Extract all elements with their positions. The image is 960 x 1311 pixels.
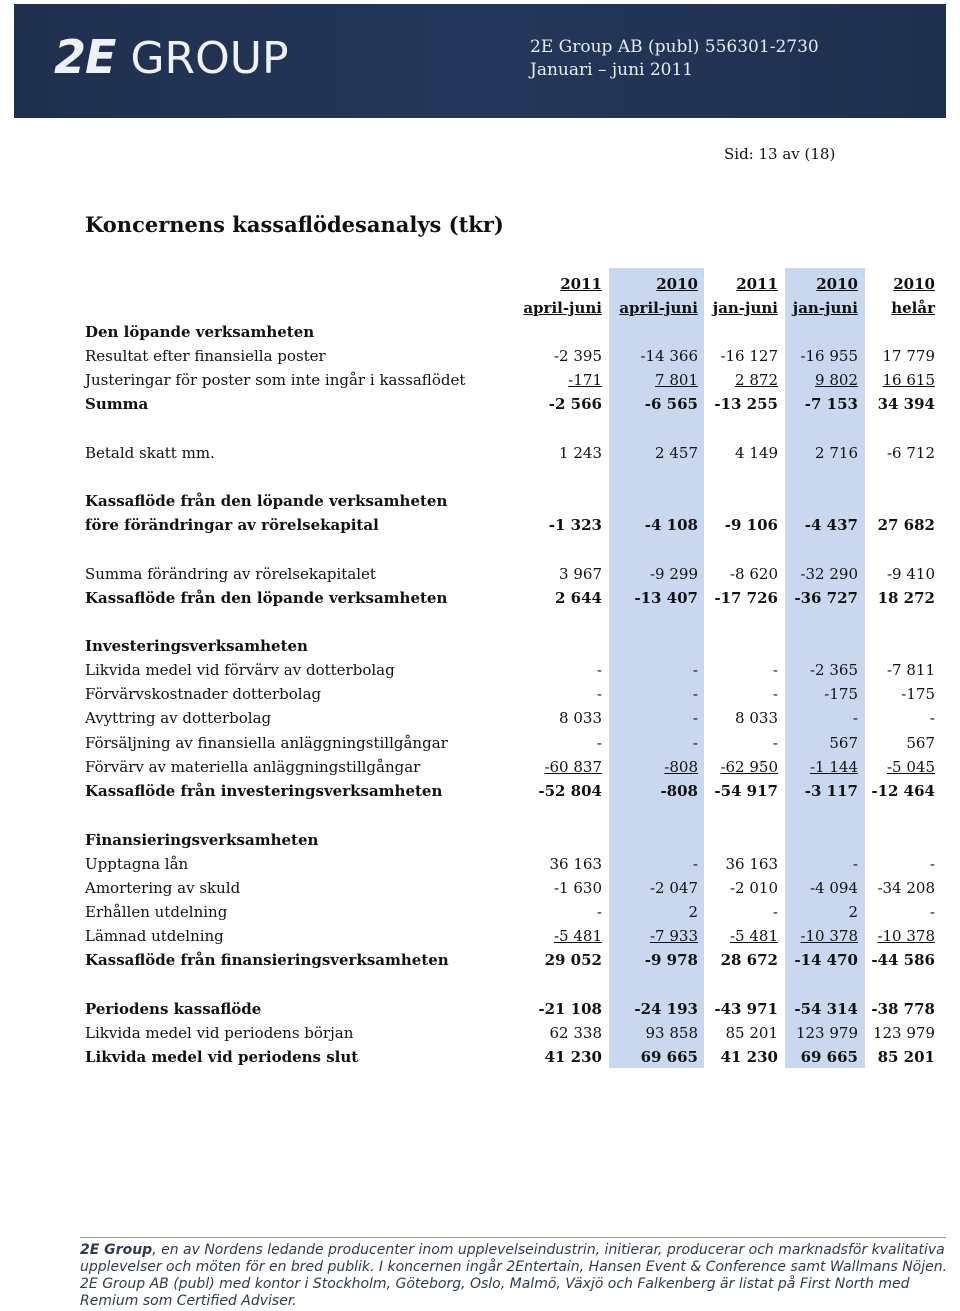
company-name: 2E Group AB (publ) 556301-2730 (530, 37, 819, 57)
column-header-year: 2010 (656, 275, 698, 293)
cell-value: - (596, 661, 602, 679)
cell-value: - (692, 709, 698, 727)
row-label: Kassaflöde från den löpande verksamheten (85, 589, 448, 607)
cell-value: 28 672 (720, 951, 778, 969)
cell-value: -32 290 (800, 565, 858, 583)
table-row (0, 658, 960, 682)
cell-value: -54 917 (714, 782, 778, 800)
cell-value: - (772, 685, 778, 703)
cell-value: 8 033 (559, 709, 602, 727)
cell-value: -24 193 (634, 1000, 698, 1018)
cell-value: -4 094 (809, 879, 858, 897)
table-row (0, 562, 960, 586)
cell-value: 36 163 (549, 855, 602, 873)
row-label: Förvärvskostnader dotterbolag (85, 685, 322, 703)
cell-value: 17 779 (882, 347, 935, 365)
table-row (0, 682, 960, 706)
page-number: Sid: 13 av (18) (724, 145, 836, 163)
row-label: Likvida medel vid förvärv av dotterbolag (85, 661, 395, 679)
row-label: Likvida medel vid periodens slut (85, 1048, 359, 1066)
column-header-period: april-juni (523, 299, 602, 317)
cell-value: -808 (660, 782, 698, 800)
cell-value: -2 566 (548, 395, 602, 413)
row-label: Justeringar för poster som inte ingår i kassaflödet (85, 371, 466, 389)
table-row (0, 706, 960, 730)
logo-text: GROUP (130, 33, 289, 84)
cell-value: - (596, 903, 602, 921)
table-row (0, 634, 960, 658)
table-row (0, 876, 960, 900)
table-row (0, 586, 960, 610)
cell-value: -21 108 (538, 1000, 602, 1018)
cell-value: 567 (906, 734, 935, 752)
cell-value: -38 778 (871, 1000, 935, 1018)
cell-value: -52 804 (538, 782, 602, 800)
cell-value: -175 (901, 685, 935, 703)
cell-value: 2 (848, 903, 858, 921)
column-header-period: april-juni (619, 299, 698, 317)
row-label: Betald skatt mm. (85, 444, 215, 462)
column-header-year: 2011 (560, 275, 602, 293)
cell-value: 69 665 (640, 1048, 698, 1066)
cell-value: -2 010 (729, 879, 778, 897)
cell-value: -36 727 (794, 589, 858, 607)
row-label: Kassaflöde från finansieringsverksamheten (85, 951, 449, 969)
table-row (0, 755, 960, 779)
footer-listing: 2E Group AB (publ) med kontor i Stockholm, Göteborg, Oslo, Malmö, Växjö och Falkenberg är listat på First North med Remium som Certified Adviser. (80, 1276, 910, 1309)
row-label: Finansieringsverksamheten (85, 831, 319, 849)
row-label: Den löpande verksamheten (85, 323, 315, 341)
cell-value: -16 127 (720, 347, 778, 365)
row-label: Amortering av skuld (85, 879, 241, 897)
cell-value: -60 837 (544, 758, 602, 776)
cell-value: 4 149 (735, 444, 778, 462)
logo-mark: 2E (54, 30, 116, 84)
cell-value: -5 481 (553, 927, 602, 945)
cell-value: - (929, 903, 935, 921)
table-row (0, 924, 960, 948)
row-label: Kassaflöde från den löpande verksamheten (85, 492, 448, 510)
cell-value: - (772, 903, 778, 921)
footer-brand: 2E Group (80, 1242, 153, 1258)
cell-value: -16 955 (800, 347, 858, 365)
table-row (0, 731, 960, 755)
cell-value: 36 163 (725, 855, 778, 873)
cell-value: -10 378 (800, 927, 858, 945)
cell-value: - (692, 685, 698, 703)
cell-value: -9 410 (886, 565, 935, 583)
row-label: Kassaflöde från investeringsverksamheten (85, 782, 443, 800)
table-row (0, 441, 960, 465)
cell-value: 3 967 (559, 565, 602, 583)
table-row (0, 344, 960, 368)
cell-value: -5 045 (886, 758, 935, 776)
row-label: Periodens kassaflöde (85, 1000, 262, 1018)
cell-value: -1 630 (553, 879, 602, 897)
cell-value: 18 272 (877, 589, 935, 607)
row-label: Erhållen utdelning (85, 903, 228, 921)
column-header-row (0, 296, 960, 320)
cell-value: 1 243 (559, 444, 602, 462)
cell-value: -6 712 (886, 444, 935, 462)
row-label: Summa förändring av rörelsekapitalet (85, 565, 376, 583)
footer-divider (80, 1237, 946, 1238)
report-period: Januari – juni 2011 (530, 60, 694, 80)
cell-value: -62 950 (720, 758, 778, 776)
page-header (14, 4, 946, 118)
cell-value: - (692, 661, 698, 679)
cell-value: -7 153 (804, 395, 858, 413)
row-label: Lämnad utdelning (85, 927, 224, 945)
footer-description: , en av Nordens ledande producenter inom upplevelseindustrin, initierar, producerar och marknadsför kvalitativa upplevelser och möten för en bred publik. I koncernen ingår 2Entertain, Hansen Event & Conference samt Wallmans Nöjen. (80, 1242, 948, 1275)
cell-value: -10 378 (877, 927, 935, 945)
page-footer (80, 1242, 950, 1310)
cell-value: 41 230 (720, 1048, 778, 1066)
cell-value: -14 470 (794, 951, 858, 969)
cell-value: -1 144 (809, 758, 858, 776)
cell-value: -175 (824, 685, 858, 703)
cell-value: -2 395 (553, 347, 602, 365)
cell-value: -17 726 (714, 589, 778, 607)
cell-value: -5 481 (729, 927, 778, 945)
cell-value: -6 565 (644, 395, 698, 413)
cell-value: -7 811 (886, 661, 935, 679)
row-label: Upptagna lån (85, 855, 189, 873)
row-label: Likvida medel vid periodens början (85, 1024, 354, 1042)
cell-value: 2 (688, 903, 698, 921)
table-row (0, 489, 960, 513)
cell-value: -13 255 (714, 395, 778, 413)
cell-value: 29 052 (544, 951, 602, 969)
table-row (0, 1021, 960, 1045)
column-header-period: helår (891, 299, 935, 317)
cell-value: -12 464 (871, 782, 935, 800)
cell-value: 34 394 (877, 395, 935, 413)
cell-value: - (852, 855, 858, 873)
table-row (0, 368, 960, 392)
cell-value: -14 366 (640, 347, 698, 365)
column-header-year: 2011 (736, 275, 778, 293)
column-header-period: jan-juni (712, 299, 778, 317)
table-row (0, 852, 960, 876)
row-label: före förändringar av rörelsekapital (85, 516, 379, 534)
cell-value: -13 407 (634, 589, 698, 607)
cell-value: 123 979 (872, 1024, 935, 1042)
cell-value: 2 872 (735, 371, 778, 389)
cell-value: - (852, 709, 858, 727)
table-row (0, 1045, 960, 1069)
cell-value: 62 338 (549, 1024, 602, 1042)
table-row (0, 392, 960, 416)
cell-value: -171 (568, 371, 602, 389)
cell-value: -2 047 (649, 879, 698, 897)
cell-value: - (692, 734, 698, 752)
table-row (0, 513, 960, 537)
row-label: Försäljning av finansiella anläggningstillgångar (85, 734, 448, 752)
cell-value: 9 802 (815, 371, 858, 389)
row-label: Förvärv av materiella anläggningstillgångar (85, 758, 421, 776)
header-info (530, 36, 819, 82)
column-header-row (0, 272, 960, 296)
row-label: Summa (85, 395, 149, 413)
page-title: Koncernens kassaflödesanalys (tkr) (85, 212, 504, 237)
cell-value: 27 682 (877, 516, 935, 534)
cell-value: -4 437 (804, 516, 858, 534)
column-header-period: jan-juni (792, 299, 858, 317)
cell-value: -34 208 (877, 879, 935, 897)
cell-value: -3 117 (804, 782, 858, 800)
row-label: Resultat efter finansiella poster (85, 347, 326, 365)
table-row (0, 900, 960, 924)
cell-value: -8 620 (729, 565, 778, 583)
cell-value: 2 644 (555, 589, 602, 607)
cell-value: -44 586 (871, 951, 935, 969)
cell-value: -54 314 (794, 1000, 858, 1018)
cell-value: -1 323 (548, 516, 602, 534)
cell-value: - (772, 734, 778, 752)
table-row (0, 779, 960, 803)
cell-value: 85 201 (725, 1024, 778, 1042)
cell-value: 41 230 (544, 1048, 602, 1066)
cell-value: 2 457 (655, 444, 698, 462)
cell-value: - (929, 709, 935, 727)
cell-value: 2 716 (815, 444, 858, 462)
cell-value: -9 106 (724, 516, 778, 534)
cell-value: 123 979 (795, 1024, 858, 1042)
row-label: Investeringsverksamheten (85, 637, 308, 655)
company-logo (54, 32, 289, 84)
cell-value: - (772, 661, 778, 679)
cell-value: 69 665 (800, 1048, 858, 1066)
cell-value: - (596, 734, 602, 752)
cell-value: -43 971 (714, 1000, 778, 1018)
table-row (0, 997, 960, 1021)
cell-value: -7 933 (649, 927, 698, 945)
cell-value: 8 033 (735, 709, 778, 727)
column-header-year: 2010 (893, 275, 935, 293)
column-header-year: 2010 (816, 275, 858, 293)
cell-value: -2 365 (809, 661, 858, 679)
cell-value: - (596, 685, 602, 703)
cell-value: - (929, 855, 935, 873)
table-row (0, 948, 960, 972)
cell-value: 93 858 (645, 1024, 698, 1042)
cell-value: 16 615 (882, 371, 935, 389)
row-label: Avyttring av dotterbolag (85, 709, 272, 727)
cell-value: -4 108 (644, 516, 698, 534)
cell-value: 567 (829, 734, 858, 752)
table-row (0, 828, 960, 852)
cell-value: -9 299 (649, 565, 698, 583)
cell-value: - (692, 855, 698, 873)
table-row (0, 320, 960, 344)
cell-value: 7 801 (655, 371, 698, 389)
cell-value: -9 978 (644, 951, 698, 969)
cell-value: 85 201 (877, 1048, 935, 1066)
cell-value: -808 (664, 758, 698, 776)
